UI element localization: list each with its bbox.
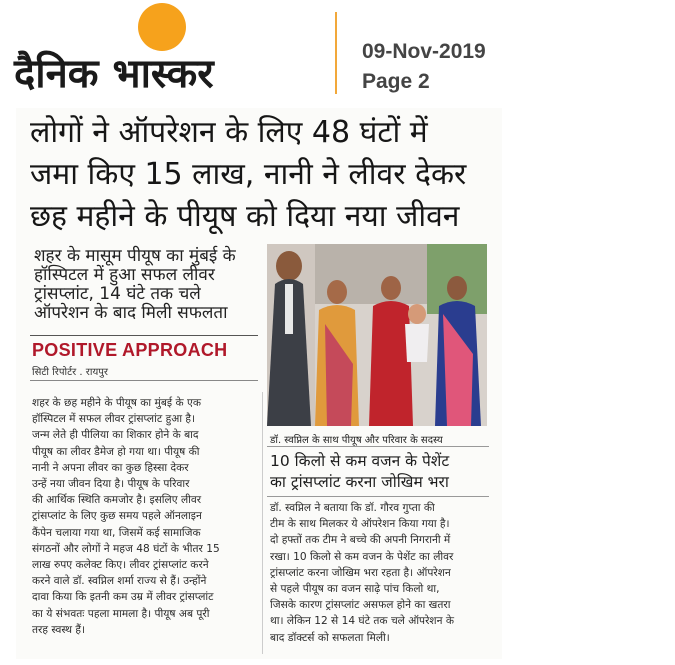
body-line: दो हफ्तों तक टीम ने बच्चे की अपनी निगरानी में	[270, 534, 451, 547]
body-line: ट्रांसप्लांट के लिए कुछ समय पहले ऑनलाइन	[32, 510, 202, 523]
body-line: उन्हें नया जीवन दिया है। पीयूष के परिवार	[32, 478, 190, 491]
masthead-divider	[335, 12, 337, 94]
body-line: डॉ. स्वप्निल ने बताया कि डॉ. गौरव गुप्ता की	[270, 502, 435, 514]
photo-caption: डॉ. स्वप्निल के साथ पीयूष और परिवार के सदस्य	[270, 435, 443, 446]
body-line: पीयूष का लीवर डैमेज हो गया था। पीयूष की	[32, 445, 200, 458]
body-line: संगठनों और लोगों ने महज 48 घंटों के भीतर 15	[32, 542, 220, 555]
divider	[30, 335, 258, 336]
body-line: का ये संभवतः पहला मामला है। पीयूष अब पूरी	[32, 607, 210, 620]
body-line: कैंपेन चलाया गया था, जिसमें कई सामाजिक	[32, 526, 201, 539]
body-line: तरह स्वस्थ हैं।	[32, 623, 86, 636]
body-line: ट्रांसप्लांट करना जोखिम भरा रहता है। ऑपरेशन	[270, 566, 451, 579]
headline-line: जमा किए 15 लाख, नानी ने लीवर देकर	[30, 157, 467, 192]
body-line: जिसके कारण ट्रांसप्लांट असफल होने का खतरा	[270, 599, 451, 612]
body-line: की आर्थिक स्थिति कमजोर है। इसलिए लीवर	[32, 494, 202, 507]
article-subhead	[34, 247, 264, 323]
subheading-line: का ट्रांसप्लांट करना जोखिम भरा	[270, 473, 449, 491]
body-line: दावा किया कि इतनी कम उम्र में लीवर ट्रांसप्लांट	[32, 591, 214, 604]
subhead-line: ऑपरेशन के बाद मिली सफलता	[34, 303, 228, 323]
divider	[267, 496, 489, 497]
edition-page: Page 2	[362, 70, 430, 93]
section-label: POSITIVE APPROACH	[32, 340, 228, 360]
article-photo	[267, 244, 487, 426]
body-line: शहर के छह महीने के पीयूष का मुंबई के एक	[32, 397, 201, 409]
subhead-line: शहर के मासूम पीयूष का मुंबई के	[34, 246, 236, 266]
subheading-line: 10 किलो से कम वजन के पेशेंट	[270, 452, 450, 470]
column-divider	[262, 392, 263, 654]
body-line: करने वाले डॉ. स्वप्निल शर्मा राज्य से हैं। उन्होंने	[32, 575, 207, 588]
body-line: हॉस्पिटल में सफल लीवर ट्रांसप्लांट हुआ है।	[32, 413, 196, 426]
article-subheading	[270, 451, 495, 493]
body-line: बाद डॉक्टर्स को सफलता मिली।	[270, 631, 390, 644]
edition-date: 09-Nov-2019	[362, 40, 486, 63]
masthead-title: दैनिक भास्कर	[14, 51, 214, 97]
subhead-line: ट्रांसप्लांट, 14 घंटे तक चले	[34, 284, 201, 304]
body-line: नानी ने अपना लीवर का कुछ हिस्सा देकर	[32, 461, 189, 474]
body-line: टीम के साथ मिलकर ये ऑपरेशन किया गया है।	[270, 518, 450, 531]
reporter-byline: सिटी रिपोर्टर . रायपुर	[32, 367, 109, 378]
article-body-right	[270, 500, 492, 646]
headline-line: लोगों ने ऑपरेशन के लिए 48 घंटों में	[30, 115, 428, 150]
divider	[267, 446, 489, 447]
body-line: था। लेकिन 12 से 14 घंटे तक चले ऑपरेशन के	[270, 615, 454, 628]
body-line: लाख रुपए कलेक्ट किए। लीवर ट्रांसप्लांट करने	[32, 559, 209, 572]
article-body-left	[32, 395, 260, 638]
body-line: जन्म लेते ही पीलिया का शिकार होने के बाद	[32, 429, 199, 442]
family-photo-illustration	[267, 244, 487, 426]
divider	[30, 380, 258, 381]
article-headline	[30, 112, 500, 238]
headline-line: छह महीने के पीयूष को दिया नया जीवन	[30, 199, 460, 234]
body-line: से पहले पीयूष का वजन साढ़े पांच किलो था,	[270, 583, 440, 596]
subhead-line: हॉस्पिटल में हुआ सफल लीवर	[34, 265, 215, 285]
body-line: रखा। 10 किलो से कम वजन के पेशेंट का लीवर	[270, 550, 454, 563]
